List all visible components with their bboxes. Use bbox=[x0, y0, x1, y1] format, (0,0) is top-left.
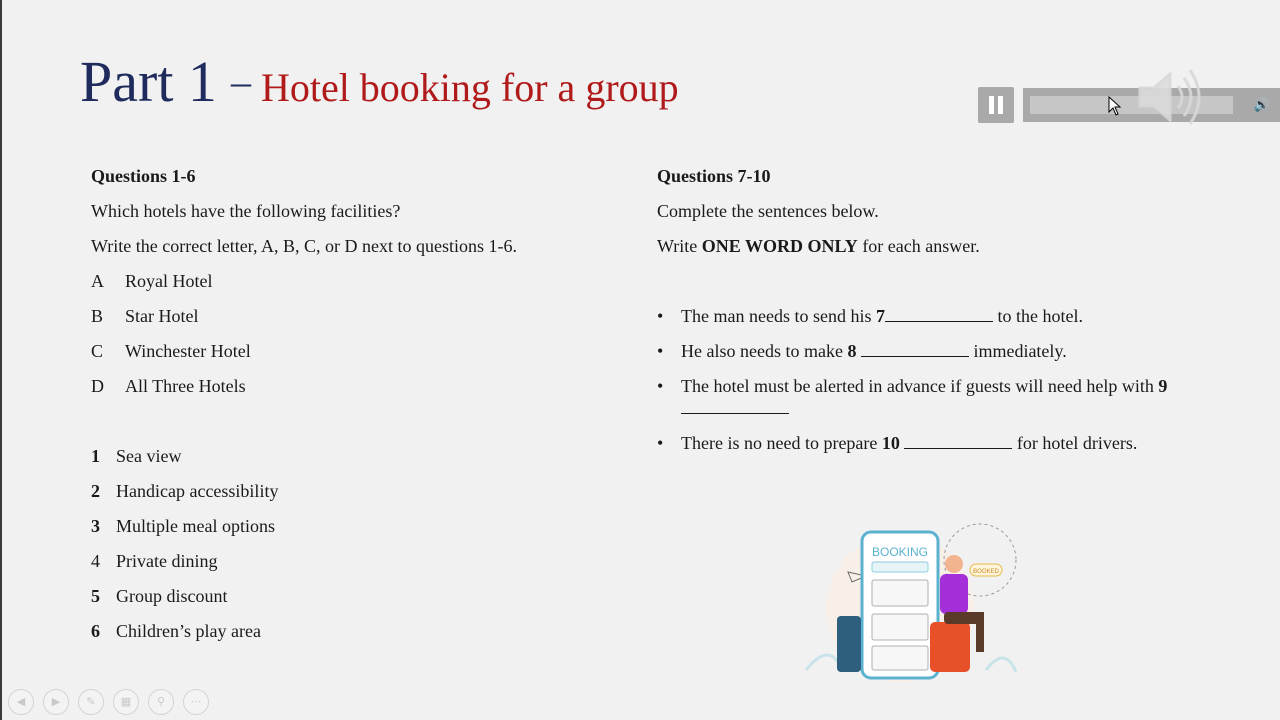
sentence-text: The hotel must be alerted in advance if guests will need help with bbox=[681, 376, 1159, 396]
booked-tag-text: BOOKED bbox=[973, 569, 999, 575]
slide-title bbox=[80, 48, 679, 115]
instruction-line: Which hotels have the following facilities? bbox=[91, 201, 401, 221]
question-item bbox=[91, 550, 631, 572]
sentence-item bbox=[657, 305, 1257, 327]
question-text: Multiple meal options bbox=[116, 516, 275, 536]
volume-icon[interactable]: 🔊 bbox=[1253, 98, 1270, 113]
speaker-icon[interactable] bbox=[1136, 62, 1210, 132]
zoom-icon[interactable]: ⚲ bbox=[148, 689, 174, 715]
questions-1-6-section bbox=[91, 165, 631, 642]
option-b bbox=[91, 305, 631, 327]
question-text: Children’s play area bbox=[116, 621, 261, 641]
option-text: All Three Hotels bbox=[125, 376, 246, 396]
question-number: 4 bbox=[91, 551, 100, 571]
sentence-item bbox=[657, 375, 1201, 419]
blank-number: 7 bbox=[875, 306, 885, 326]
sentence-text: immediately. bbox=[968, 341, 1067, 361]
option-letter: B bbox=[91, 306, 104, 326]
sentence-list bbox=[657, 305, 1257, 454]
question-number: 1 bbox=[91, 446, 100, 466]
previous-icon[interactable]: ◀ bbox=[8, 689, 34, 715]
more-icon[interactable]: ⋯ bbox=[183, 689, 209, 715]
slides-grid-icon[interactable]: ▦ bbox=[113, 689, 139, 715]
window-edge bbox=[0, 0, 2, 720]
option-letter: A bbox=[91, 271, 104, 291]
blank-number: 8 bbox=[847, 341, 857, 361]
sentence-text: to the hotel. bbox=[992, 306, 1083, 326]
booking-sign-text: BOOKING bbox=[871, 545, 929, 559]
answer-blank bbox=[861, 340, 969, 357]
sentence-item bbox=[657, 340, 1257, 362]
option-d bbox=[91, 375, 631, 397]
question-number: 2 bbox=[91, 481, 100, 501]
option-text: Winchester Hotel bbox=[125, 341, 251, 361]
question-text: Private dining bbox=[116, 551, 218, 571]
answer-blank bbox=[681, 397, 789, 414]
question-item bbox=[91, 585, 631, 607]
answer-blank bbox=[904, 432, 1012, 449]
title-part: Part 1 bbox=[80, 49, 217, 114]
option-letter: C bbox=[91, 341, 104, 361]
instruction-line: Complete the sentences below. bbox=[657, 201, 879, 221]
sentence-text: There is no need to prepare bbox=[681, 433, 882, 453]
questions-7-10-heading: Questions 7-10 bbox=[657, 166, 771, 186]
blank-number: 9 bbox=[1158, 376, 1168, 396]
audio-player bbox=[978, 86, 1280, 126]
next-icon[interactable]: ▶ bbox=[43, 689, 69, 715]
instruction-line bbox=[657, 235, 1257, 257]
question-item bbox=[91, 515, 631, 537]
option-letter: D bbox=[91, 376, 104, 396]
question-text: Group discount bbox=[116, 586, 228, 606]
title-subtitle: Hotel booking for a group bbox=[260, 65, 679, 110]
option-text: Star Hotel bbox=[125, 306, 199, 326]
question-item bbox=[91, 480, 631, 502]
mouse-cursor-icon bbox=[1108, 96, 1122, 116]
pen-icon[interactable]: ✎ bbox=[78, 689, 104, 715]
option-a bbox=[91, 270, 631, 292]
question-item bbox=[91, 445, 631, 467]
sentence-item bbox=[657, 432, 1257, 454]
question-item bbox=[91, 620, 631, 642]
title-dash: – bbox=[230, 59, 251, 104]
instruction-text: for each answer. bbox=[857, 236, 980, 256]
instruction-line: Write the correct letter, A, B, C, or D next to questions 1-6. bbox=[91, 236, 517, 256]
question-number: 6 bbox=[91, 621, 100, 641]
question-text: Sea view bbox=[116, 446, 182, 466]
instruction-emphasis: ONE WORD ONLY bbox=[701, 236, 858, 256]
questions-7-10-section bbox=[657, 165, 1257, 454]
booking-illustration bbox=[800, 520, 1022, 686]
question-text: Handicap accessibility bbox=[116, 481, 279, 501]
question-number: 3 bbox=[91, 516, 100, 536]
sentence-text: for hotel drivers. bbox=[1012, 433, 1138, 453]
questions-1-6-heading: Questions 1-6 bbox=[91, 166, 196, 186]
sentence-text: He also needs to make bbox=[681, 341, 848, 361]
instruction-text: Write bbox=[657, 236, 702, 256]
blank-number: 10 bbox=[881, 433, 900, 453]
pause-button[interactable] bbox=[978, 87, 1014, 123]
option-text: Royal Hotel bbox=[125, 271, 213, 291]
sentence-text: The man needs to send his bbox=[681, 306, 876, 326]
question-number: 5 bbox=[91, 586, 100, 606]
option-c bbox=[91, 340, 631, 362]
answer-blank bbox=[885, 305, 993, 322]
